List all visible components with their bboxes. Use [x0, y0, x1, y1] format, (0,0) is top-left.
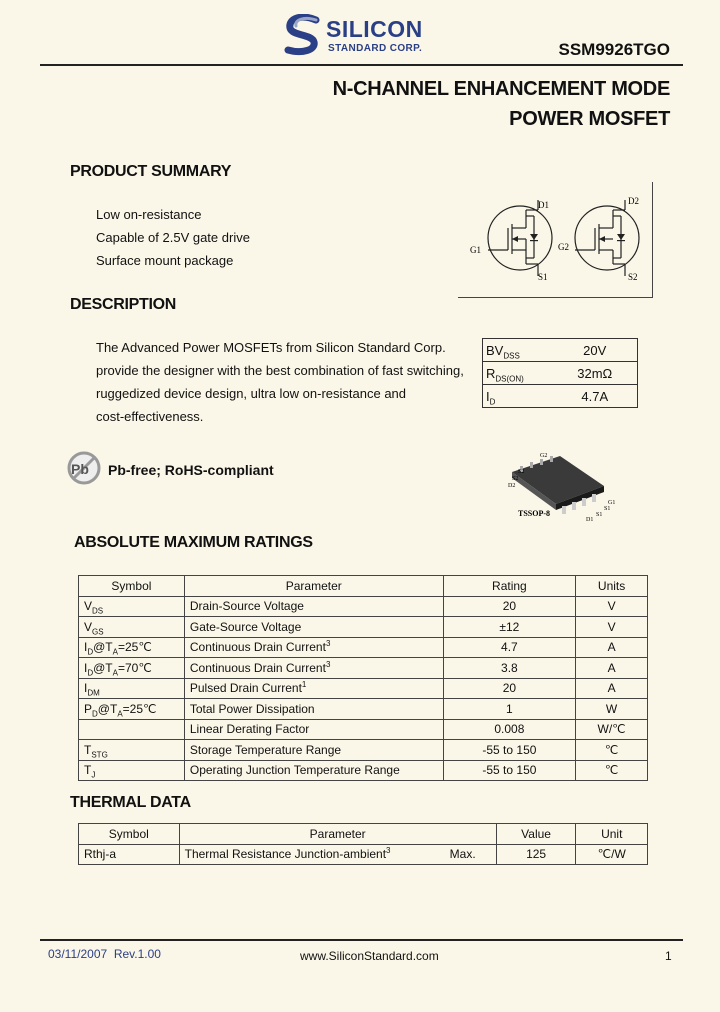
spec-summary-table — [482, 338, 638, 408]
table-header-row: Symbol Parameter Rating Units — [79, 576, 648, 597]
svg-text:S1: S1 — [596, 512, 603, 518]
pb-free-icon — [66, 450, 102, 486]
ratings-body — [79, 596, 648, 781]
description-heading: DESCRIPTION — [70, 296, 177, 313]
s2-label: S2 — [628, 272, 638, 282]
table-row: $I_D@T_A=25℃$ Continuous Drain Current$^3$ 4.7 A — [79, 637, 648, 658]
title-line2: POWER MOSFET — [509, 108, 670, 130]
g1-label: G1 — [470, 245, 481, 255]
brand-sub: STANDARD CORP. — [328, 43, 423, 54]
table-row: $I_D$ 4.7A — [483, 385, 638, 408]
table-row: $T_J$ Operating Junction Temperature Range -55 to 150 ℃ — [79, 760, 648, 781]
s1-label: S1 — [538, 272, 548, 282]
svg-text:D2: D2 — [508, 483, 516, 489]
svg-text:D1: D1 — [586, 517, 594, 523]
footer-divider — [40, 939, 683, 941]
svg-text:S2: S2 — [512, 476, 519, 482]
table-row: $T_{STG}$ Storage Temperature Range -55 to 150 ℃ — [79, 740, 648, 761]
table-row: $P_D@T_A=25℃$ Total Power Dissipation 1 W — [79, 699, 648, 720]
d1-label: D1 — [538, 200, 549, 210]
title-line1: N-CHANNEL ENHANCEMENT MODE — [332, 78, 670, 100]
footer-url[interactable]: www.SiliconStandard.com — [300, 949, 439, 963]
description-text: The Advanced Power MOSFETs from Silicon Standard Corp. provide the designer with the best combination of fast switching, ruggedized device design, ultra low on-resistance and cost-effectiveness. — [96, 340, 464, 424]
thermal-heading: THERMAL DATA — [70, 794, 191, 811]
g2-label: G2 — [558, 242, 569, 252]
brand-main: SILICON — [326, 16, 423, 42]
table-row: $BV_{DSS}$ 20V — [483, 339, 638, 362]
svg-text:S1: S1 — [604, 506, 611, 512]
thermal-table — [78, 823, 648, 865]
table-row: $R_{DS(ON)}$ 32mΩ — [483, 362, 638, 385]
list-item: Capable of 2.5V gate drive — [96, 230, 250, 245]
summary-heading: PRODUCT SUMMARY — [70, 163, 232, 180]
svg-text:G1: G1 — [608, 500, 616, 506]
svg-text:Pb: Pb — [71, 461, 89, 477]
mosfet-schematic-icon — [460, 190, 652, 294]
footer-date-rev: 03/11/2007 Rev.1.00 — [48, 947, 161, 961]
tssop8-package-icon — [492, 450, 622, 526]
table-row: $I_{DM}$ Pulsed Drain Current$^1$ 20 A — [79, 678, 648, 699]
page-number: 1 — [665, 949, 672, 963]
table-row: Rthj-a Thermal Resistance Junction-ambient$^3$ Max. 125 ℃/W — [79, 844, 648, 865]
svg-text:S2: S2 — [518, 469, 525, 475]
table-header-row: Symbol Parameter Value Unit — [79, 824, 648, 845]
list-item: Low on-resistance — [96, 207, 202, 222]
table-row: $V_{GS}$ Gate-Source Voltage ±12 V — [79, 617, 648, 638]
table-row: Linear Derating Factor 0.008 W/℃ — [79, 719, 648, 740]
ratings-table — [78, 575, 648, 781]
ratings-heading: ABSOLUTE MAXIMUM RATINGS — [74, 534, 313, 551]
table-row: $V_{DS}$ Drain-Source Voltage 20 V — [79, 596, 648, 617]
svg-text:TSSOP-8: TSSOP-8 — [518, 509, 551, 518]
logo-mark-icon — [282, 14, 324, 58]
pb-free-text: Pb-free; RoHS-compliant — [108, 462, 274, 478]
feature-list — [96, 203, 250, 272]
svg-text:G2: G2 — [540, 453, 548, 459]
d2-label: D2 — [628, 196, 639, 206]
table-row: $I_D@T_A=70℃$ Continuous Drain Current$^3$ 3.8 A — [79, 658, 648, 679]
list-item: Surface mount package — [96, 253, 234, 268]
part-number: SSM9926TGO — [558, 40, 670, 59]
header-divider — [40, 64, 683, 66]
